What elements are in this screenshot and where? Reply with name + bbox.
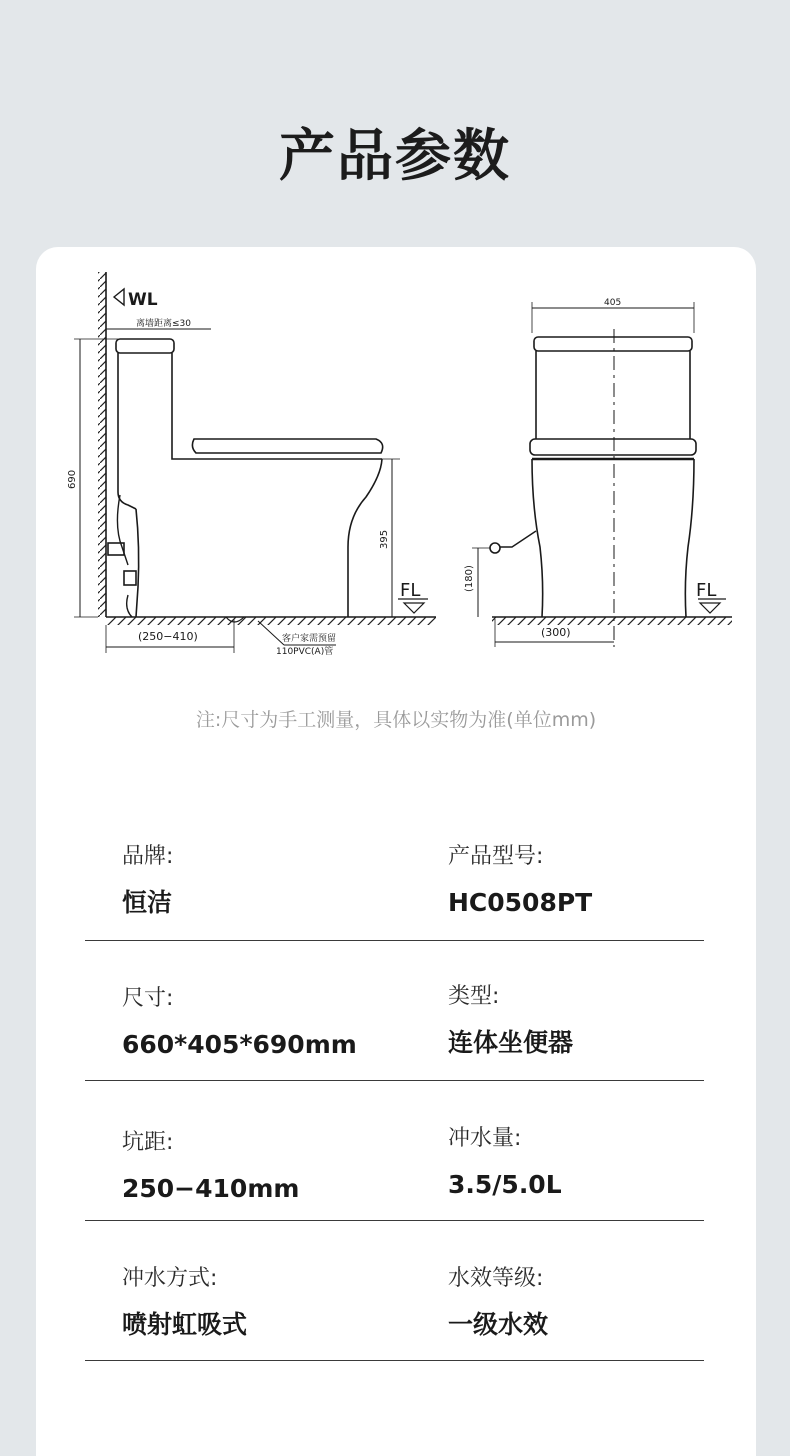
wall-distance-note: 离墙距离≤30 xyxy=(136,319,191,329)
spec-label: 产品型号: xyxy=(448,844,544,869)
spec-value: 3.5/5.0L xyxy=(448,1170,562,1199)
dimension-drawing xyxy=(36,247,756,687)
page-title: 产品参数 xyxy=(279,124,511,189)
spec-row-size-type xyxy=(85,940,704,1081)
spec-value: 恒洁 xyxy=(122,888,173,917)
spec-size xyxy=(122,982,422,1062)
spec-label: 品牌: xyxy=(122,844,174,869)
spec-model xyxy=(448,840,748,920)
height-dimension-label: 690 xyxy=(67,469,78,489)
spec-value: 喷射虹吸式 xyxy=(122,1310,248,1339)
spec-value: 250−410mm xyxy=(122,1174,300,1203)
spec-row-roughin-flush xyxy=(85,1080,704,1221)
spec-value: 一级水效 xyxy=(448,1310,549,1339)
width-dimension-label: 405 xyxy=(604,298,622,308)
spec-value: HC0508PT xyxy=(448,888,593,917)
spec-label: 坑距: xyxy=(122,1130,174,1155)
side-fl-label: FL xyxy=(400,580,421,601)
pipe-note-line2: 110PVC(A)管 xyxy=(276,647,334,657)
spec-label: 冲水量: xyxy=(448,1126,522,1151)
spec-type xyxy=(448,980,748,1060)
rough-in-label: (250−410) xyxy=(138,630,198,643)
spec-value: 连体坐便器 xyxy=(448,1028,574,1057)
spec-label: 冲水方式: xyxy=(122,1266,218,1291)
inlet-offset-label: (300) xyxy=(541,626,571,639)
spec-brand xyxy=(122,840,422,920)
spec-water-efficiency xyxy=(448,1262,748,1342)
wl-label: WL xyxy=(128,290,158,310)
spec-label: 类型: xyxy=(448,984,500,1009)
spec-row-method-efficiency xyxy=(85,1220,704,1361)
pipe-note-line1: 客户家需预留 xyxy=(282,634,337,644)
seat-height-label: 395 xyxy=(379,529,390,549)
spec-row-brand-model xyxy=(85,800,704,941)
inlet-height-label: (180) xyxy=(464,565,475,592)
spec-value: 660*405*690mm xyxy=(122,1030,357,1059)
measurement-note: 注:尺寸为手工测量，具体以实物为准(单位mm) xyxy=(195,709,597,731)
spec-rough-in xyxy=(122,1126,422,1206)
spec-flush-volume xyxy=(448,1122,748,1202)
spec-label: 尺寸: xyxy=(122,986,174,1011)
side-view xyxy=(74,272,436,653)
spec-flush-method xyxy=(122,1262,422,1342)
front-view xyxy=(472,302,732,647)
front-fl-label: FL xyxy=(696,580,717,601)
spec-label: 水效等级: xyxy=(448,1266,544,1291)
